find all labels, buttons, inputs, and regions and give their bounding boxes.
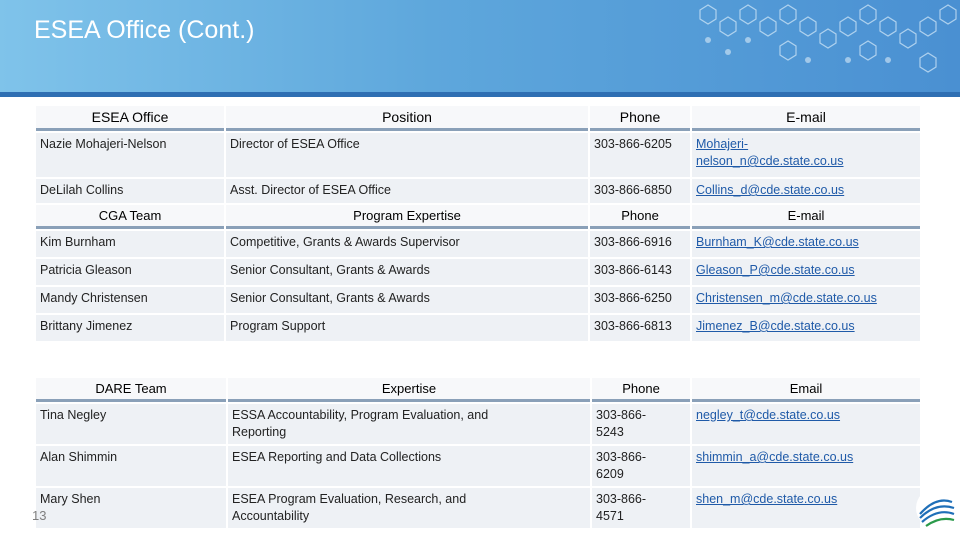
contact-position: Asst. Director of ESEA Office	[226, 179, 588, 203]
contact-phone	[592, 404, 690, 444]
table-row	[36, 259, 920, 285]
contact-phone: 303-866-6143	[590, 259, 690, 285]
cde-logo-icon	[914, 486, 958, 530]
email-link[interactable]: shen_m@cde.state.co.us	[696, 492, 838, 506]
contact-email[interactable]	[692, 287, 920, 313]
col-header-phone: Phone	[590, 106, 690, 131]
phone-line1: 303-866-	[596, 450, 647, 464]
email-link[interactable]: Collins_d@cde.state.co.us	[696, 183, 845, 197]
col-header-position: Position	[226, 106, 588, 131]
col-header-program-expertise: Program Expertise	[226, 205, 588, 229]
contact-expertise	[228, 404, 590, 444]
contact-email[interactable]	[692, 259, 920, 285]
col-header-email: Email	[692, 378, 920, 402]
header-divider	[0, 92, 960, 97]
col-header-email: E-mail	[692, 205, 920, 229]
contact-name: Nazie Mohajeri-Nelson	[36, 133, 224, 177]
contact-phone: 303-866-6205	[590, 133, 690, 177]
phone-line2: 5243	[596, 425, 624, 439]
email-link[interactable]: Christensen_m@cde.state.co.us	[696, 291, 877, 305]
dare-header-row	[36, 378, 920, 402]
phone-line2: 6209	[596, 467, 624, 481]
contact-email[interactable]	[692, 231, 920, 257]
contact-email[interactable]	[692, 488, 920, 528]
esea-cga-contacts-table	[34, 104, 922, 343]
contact-email[interactable]	[692, 179, 920, 203]
cga-header-row	[36, 205, 920, 229]
email-link-line2[interactable]: nelson_n@cde.state.co.us	[696, 154, 844, 168]
email-link[interactable]: Jimenez_B@cde.state.co.us	[696, 319, 855, 333]
contact-name: Patricia Gleason	[36, 259, 224, 285]
dare-contacts-table	[34, 376, 922, 530]
contact-name: DeLilah Collins	[36, 179, 224, 203]
contact-expertise	[228, 488, 590, 528]
table-row	[36, 287, 920, 313]
col-header-email: E-mail	[692, 106, 920, 131]
contact-email[interactable]	[692, 133, 920, 177]
contact-position: Director of ESEA Office	[226, 133, 588, 177]
col-header-expertise: Expertise	[228, 378, 590, 402]
contact-email[interactable]	[692, 404, 920, 444]
col-header-esea-office: ESEA Office	[36, 106, 224, 131]
esea-header-row	[36, 106, 920, 131]
col-header-dare-team: DARE Team	[36, 378, 226, 402]
contact-phone	[592, 488, 690, 528]
contact-name: Tina Negley	[36, 404, 226, 444]
slide-title: ESEA Office (Cont.)	[34, 16, 255, 44]
contact-phone	[592, 446, 690, 486]
contact-position: Competitive, Grants & Awards Supervisor	[226, 231, 588, 257]
contact-phone: 303-866-6813	[590, 315, 690, 341]
contact-position: Senior Consultant, Grants & Awards	[226, 287, 588, 313]
contact-name: Alan Shimmin	[36, 446, 226, 486]
email-link[interactable]: negley_t@cde.state.co.us	[696, 408, 841, 422]
contact-name: Brittany Jimenez	[36, 315, 224, 341]
phone-line1: 303-866-	[596, 408, 647, 422]
contact-name: Mary Shen	[36, 488, 226, 528]
contact-phone: 303-866-6916	[590, 231, 690, 257]
page-number: 13	[32, 508, 47, 523]
table-row	[36, 488, 920, 528]
table-row	[36, 446, 920, 486]
email-link-line1[interactable]: Mohajeri-	[696, 137, 749, 151]
table-row	[36, 404, 920, 444]
hexagon-pattern-decoration	[660, 0, 960, 92]
contact-email[interactable]	[692, 446, 920, 486]
expertise-line2: Accountability	[232, 509, 310, 523]
phone-line2: 4571	[596, 509, 624, 523]
col-header-phone: Phone	[592, 378, 690, 402]
expertise-line1: ESEA Reporting and Data Collections	[232, 450, 442, 464]
phone-line1: 303-866-	[596, 492, 647, 506]
contact-position: Senior Consultant, Grants & Awards	[226, 259, 588, 285]
email-link[interactable]: Gleason_P@cde.state.co.us	[696, 263, 855, 277]
email-link[interactable]: Burnham_K@cde.state.co.us	[696, 235, 859, 249]
table-row	[36, 315, 920, 341]
contact-phone: 303-866-6250	[590, 287, 690, 313]
slide-header	[0, 0, 960, 92]
table-row	[36, 133, 920, 177]
expertise-line1: ESSA Accountability, Program Evaluation, and	[232, 408, 489, 422]
col-header-cga-team: CGA Team	[36, 205, 224, 229]
table-row	[36, 231, 920, 257]
contact-phone: 303-866-6850	[590, 179, 690, 203]
expertise-line1: ESEA Program Evaluation, Research, and	[232, 492, 467, 506]
contact-position: Program Support	[226, 315, 588, 341]
contact-name: Mandy Christensen	[36, 287, 224, 313]
col-header-phone: Phone	[590, 205, 690, 229]
table-row	[36, 179, 920, 203]
contact-email[interactable]	[692, 315, 920, 341]
contact-expertise	[228, 446, 590, 486]
contact-name: Kim Burnham	[36, 231, 224, 257]
email-link[interactable]: shimmin_a@cde.state.co.us	[696, 450, 854, 464]
expertise-line2: Reporting	[232, 425, 287, 439]
